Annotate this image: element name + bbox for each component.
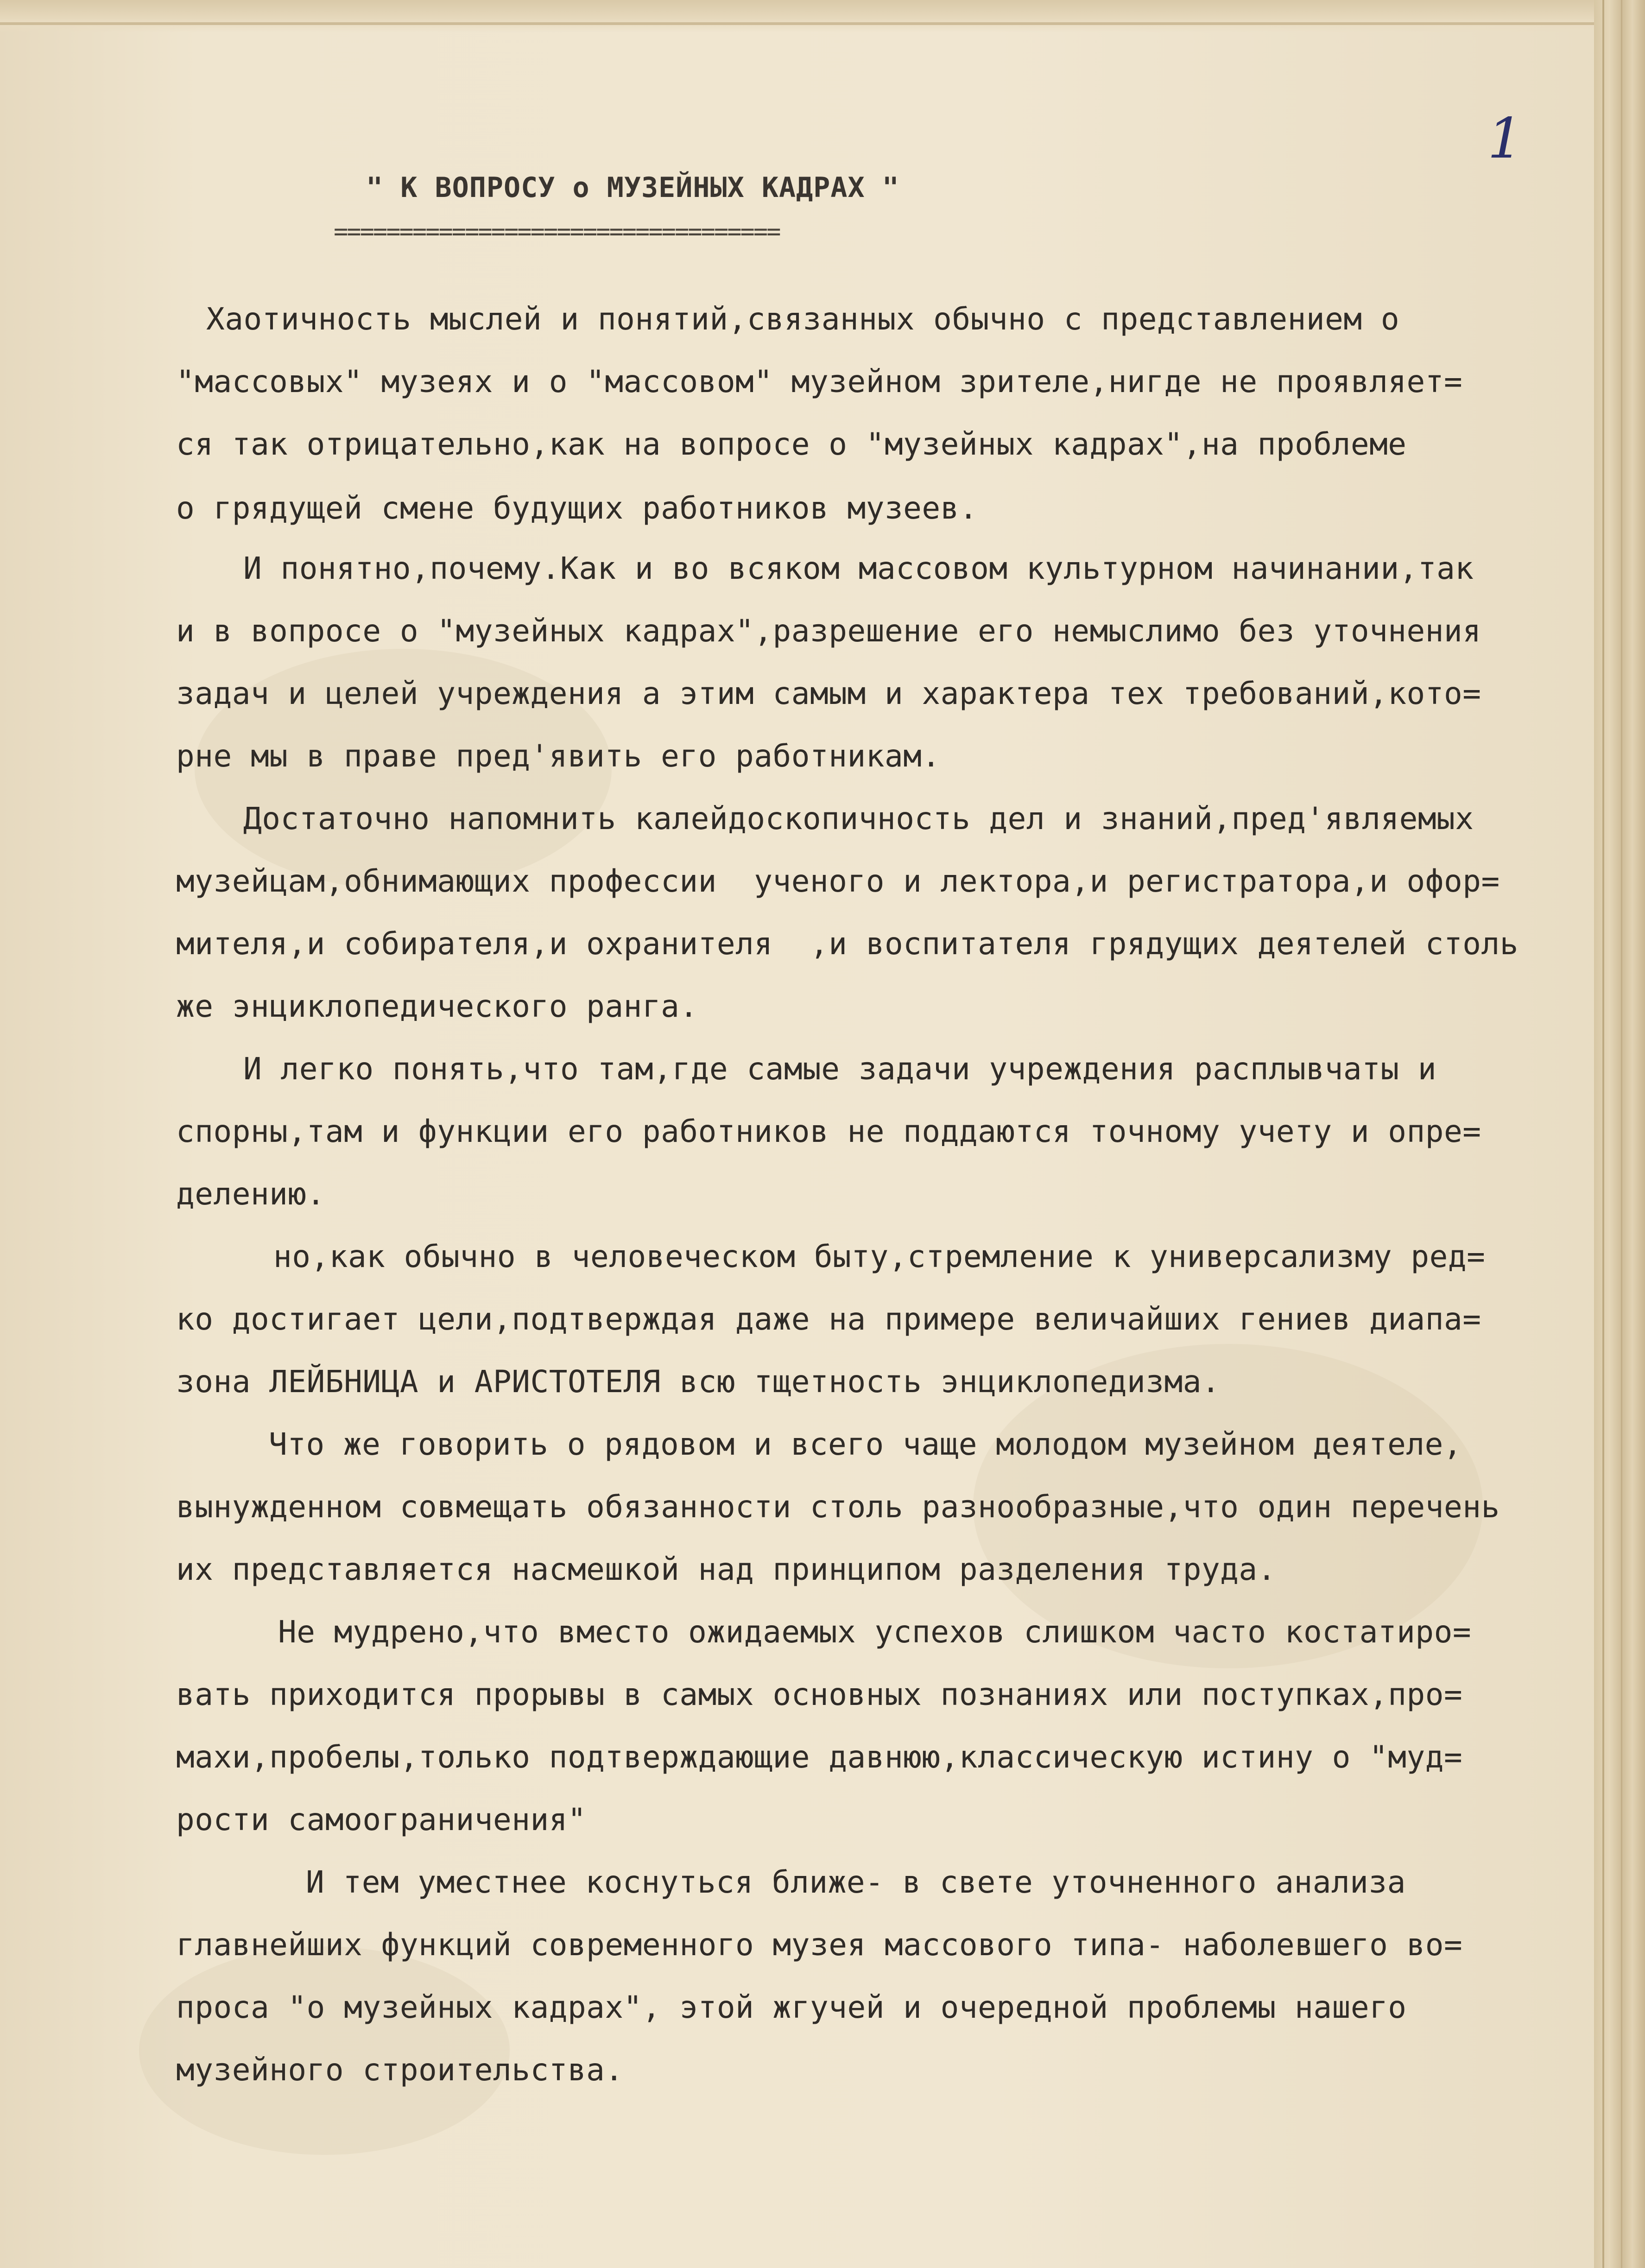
text-line: зона ЛЕЙБНИЦА и АРИСТОТЕЛЯ всю тщетность энциклопедизма. [176,1364,1221,1400]
text-line: их представляется насмешкой над принципом разделения труда. [176,1552,1276,1587]
paper-fold-line [0,22,1594,25]
text-line: И легко понять,что там,где самые задачи учреждения расплывчаты и [243,1051,1437,1087]
text-line: вать приходится прорывы в самых основных познаниях или поступках,про= [176,1677,1463,1712]
text-line: Хаотичность мыслей и понятий,связанных обычно с представлением о [206,301,1400,337]
text-line: Что же говорить о рядовом и всего чаще молодом музейном деятеле, [269,1426,1462,1462]
page-number: 1 [1487,107,1523,171]
text-line: и в вопросе о "музейных кадрах",разрешение его немыслимо без уточнения [176,613,1481,649]
text-line: но,как обычно в человеческом быту,стремление к универсализму ред= [273,1239,1486,1274]
paper-top-edge [0,0,1645,32]
text-line: ко достигает цели,подтверждая даже на примере величайших гениев диапа= [176,1301,1481,1337]
document-title: " К ВОПРОСУ о МУЗЕЙНЫХ КАДРАХ " [366,171,899,204]
text-line: рне мы в праве пред'явить его работникам. [176,738,941,774]
text-line: музейного строительства. [176,2052,624,2088]
text-line: же энциклопедического ранга. [176,988,698,1024]
paper-stain [139,1946,510,2155]
paper-stack-edge [1594,0,1645,2268]
text-line: задач и целей учреждения а этим самым и характера тех требований,кото= [176,676,1481,711]
text-line: главнейших функций современного музея массового типа- наболевшего во= [176,1927,1463,1963]
text-line: проса "о музейных кадрах", этой жгучей и очередной проблемы нашего [176,1989,1407,2025]
title-underline: ================================== [334,218,780,246]
text-line: "массовых" музеях и о "массовом" музейном зрителе,нигде не проявляет= [176,364,1463,399]
text-line: И тем уместнее коснуться ближе- в свете уточненного анализа [306,1864,1406,1900]
text-line: вынужденном совмещать обязанности столь разнообразные,что один перечень [176,1489,1500,1525]
text-line: Достаточно напомнить калейдоскопичность дел и знаний,пред'являемых [243,801,1474,836]
text-line: махи,пробелы,только подтверждающие давнюю,классическую истину о "муд= [176,1739,1463,1775]
text-line: спорны,там и функции его работников не поддаются точному учету и опре= [176,1114,1481,1149]
text-line: ся так отрицательно,как на вопросе о "музейных кадрах",на проблеме [176,426,1407,462]
text-line: о грядущей смене будущих работников музеев. [176,490,978,526]
text-line: делению. [176,1176,325,1212]
text-line: Не мудрено,что вместо ожидаемых успехов слишком часто костатиро= [278,1614,1472,1650]
text-line: рости самоограничения" [176,1802,587,1837]
text-line: музейцам,обнимающих профессии ученого и лектора,и регистратора,и офор= [176,863,1500,899]
text-line: мителя,и собирателя,и охранителя ,и воспитателя грядущих деятелей столь [176,926,1518,962]
text-line: И понятно,почему.Как и во всяком массовом культурном начинании,так [243,551,1474,586]
